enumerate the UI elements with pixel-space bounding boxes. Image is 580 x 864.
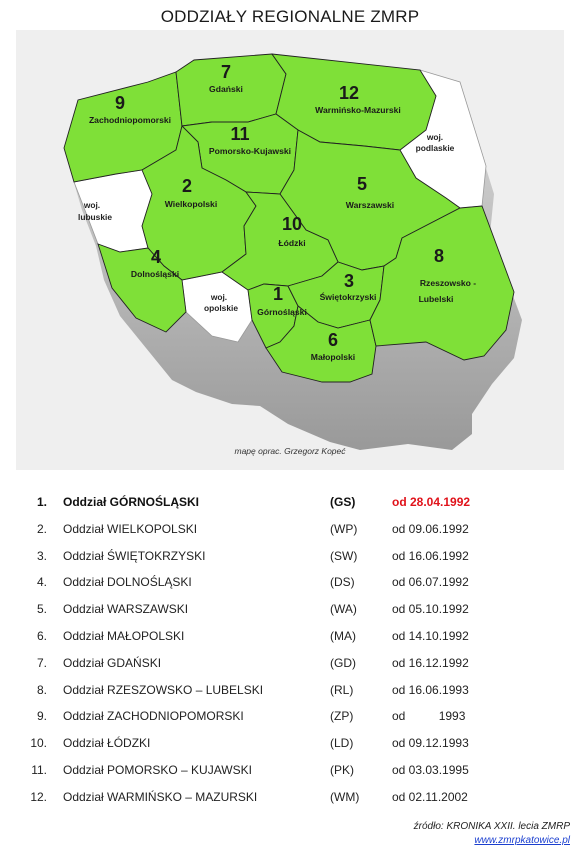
branch-name: Oddział ZACHODNIOPOMORSKI: [63, 709, 244, 724]
voivodeship-label: woj.: [83, 200, 101, 210]
region-number: 11: [230, 124, 250, 144]
branch-number: 11.: [31, 763, 47, 777]
branch-abbreviation: (WP): [330, 521, 358, 536]
branch-date: od 06.07.1992: [392, 575, 469, 590]
list-item: [0, 492, 580, 512]
branch-date: od 16.06.1993: [392, 682, 469, 697]
branch-name: Oddział WARSZAWSKI: [63, 602, 189, 617]
source-link[interactable]: www.zmrpkatowice.pl: [474, 835, 570, 846]
list-item: [0, 599, 580, 619]
region-name: Łódzki: [278, 238, 306, 248]
branch-name: Oddział ŚWIĘTOKRZYSKI: [63, 548, 206, 563]
list-item: [0, 733, 580, 753]
branch-name: Oddział RZESZOWSKO – LUBELSKI: [63, 682, 264, 697]
voivodeship-label: woj.: [210, 292, 228, 302]
branch-date: od 14.10.1992: [392, 629, 469, 643]
branch-name: Oddział GÓRNOŚLĄSKI: [63, 495, 200, 509]
region-name: Dolnośląski: [130, 269, 180, 279]
region-name: Warszawski: [345, 200, 395, 210]
branch-date: od 02.11.2002: [392, 789, 468, 804]
poland-regions-map: [16, 30, 564, 470]
branch-date: od 1993: [392, 709, 466, 724]
branch-date: od 03.03.1995: [392, 763, 469, 777]
map-credit: mapę oprac. Grzegorz Kopeć: [234, 446, 346, 456]
branch-number: 8.: [36, 682, 47, 697]
region-number: 10: [281, 214, 303, 234]
branch-name: Oddział WIELKOPOLSKI: [63, 521, 198, 536]
branch-date: od 28.04.1992: [392, 495, 471, 509]
branch-date: od 09.06.1992: [392, 521, 469, 536]
branch-abbreviation: (DS): [330, 575, 355, 590]
branch-name: Oddział DOLNOŚLĄSKI: [63, 575, 192, 590]
region-number: 1: [272, 284, 284, 304]
branch-abbreviation: (RL): [330, 682, 354, 697]
region-name: Rzeszowsko -: [419, 278, 477, 288]
branch-abbreviation: (ZP): [330, 709, 354, 724]
branch-number: 10.: [30, 736, 47, 751]
region-number: 8: [433, 246, 445, 266]
branch-name: Oddział GDAŃSKI: [63, 655, 162, 670]
source-text: źródło: KRONIKA XXII. lecia ZMRP: [413, 821, 570, 832]
list-item: [0, 706, 580, 726]
list-item: [0, 519, 580, 539]
list-item: [0, 546, 580, 566]
branch-abbreviation: (WM): [330, 789, 360, 804]
branch-abbreviation: (GD): [330, 655, 356, 670]
region-name: Górnośląski: [257, 307, 307, 317]
region-number: 12: [338, 83, 360, 103]
voivodeship-label: woj.: [426, 132, 444, 142]
region-name: Świętokrzyski: [319, 292, 377, 302]
branch-number: 5.: [36, 602, 47, 617]
list-item: [0, 760, 580, 780]
list-item: [0, 680, 580, 700]
region-name: Zachodniopomorski: [88, 115, 172, 125]
source-note: [414, 820, 570, 848]
branch-abbreviation: (WA): [330, 602, 357, 617]
voivodeship-label: lubuskie: [78, 212, 112, 222]
voivodeship-label: opolskie: [204, 303, 238, 313]
region-name: Warmińsko-Mazurski: [315, 105, 401, 115]
list-item: [0, 626, 580, 646]
branch-number: 6.: [36, 629, 47, 643]
branch-date: od 16.06.1992: [392, 548, 469, 563]
branch-number: 9.: [36, 709, 47, 724]
list-item: [0, 572, 580, 592]
region-number: 4: [150, 247, 162, 267]
region-name: Gdański: [209, 84, 243, 94]
region-number: 5: [356, 174, 368, 194]
list-item: [0, 653, 580, 673]
page-title: ODDZIAŁY REGIONALNE ZMRP: [160, 7, 420, 26]
region-number: 6: [327, 330, 339, 350]
voivodeship-label: podlaskie: [415, 143, 455, 153]
region-number: 3: [343, 271, 355, 291]
branch-date: od 05.10.1992: [392, 602, 469, 617]
branch-abbreviation: (SW): [330, 548, 358, 563]
region-name: Małopolski: [310, 352, 356, 362]
list-item: [0, 787, 580, 807]
branch-name: Oddział ŁÓDZKI: [63, 736, 151, 751]
region-number: 9: [114, 93, 126, 113]
branch-date: od 09.12.1993: [392, 736, 469, 751]
branch-abbreviation: (GS): [330, 495, 356, 509]
branch-date: od 16.12.1992: [392, 655, 469, 670]
branch-number: 7.: [36, 655, 47, 670]
branch-name: Oddział POMORSKO – KUJAWSKI: [63, 763, 252, 777]
branch-number: 3.: [36, 548, 47, 563]
branch-abbreviation: (LD): [330, 736, 354, 751]
region-name: Wielkopolski: [164, 199, 218, 209]
region-name: Pomorsko-Kujawski: [208, 146, 292, 156]
branch-name: Oddział WARMIŃSKO – MAZURSKI: [63, 789, 258, 804]
branch-name: Oddział MAŁOPOLSKI: [63, 629, 185, 643]
branch-number: 2.: [36, 521, 47, 536]
branch-abbreviation: (MA): [330, 629, 356, 643]
region-name: Lubelski: [418, 294, 454, 304]
region-number: 7: [220, 62, 232, 82]
region-number: 2: [181, 176, 193, 196]
branch-number: 1.: [36, 495, 47, 509]
branch-number: 12.: [30, 789, 47, 804]
branch-number: 4.: [36, 575, 47, 590]
branch-abbreviation: (PK): [330, 763, 354, 777]
